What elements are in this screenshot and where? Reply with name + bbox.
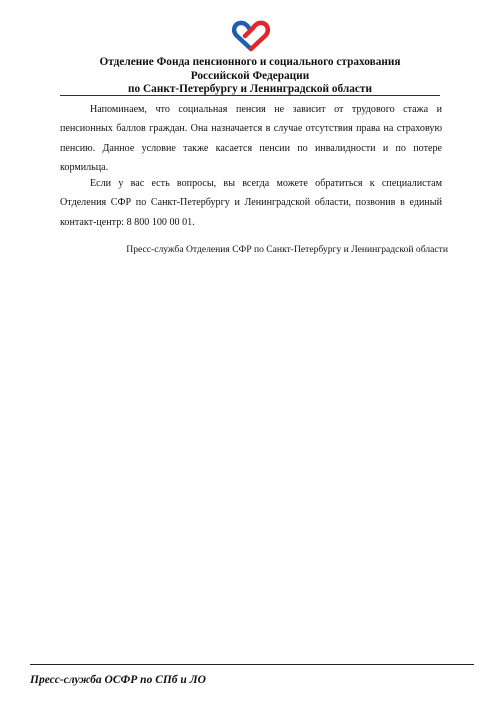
header-line-2: Российской Федерации: [190, 69, 310, 82]
body-paragraph-1: Напоминаем, что социальная пенсия не зависит от трудового стажа и пенсионных баллов граждан. Она назначается в случае отсутствия права на страховую пенсию. Данное условие также касается пенсии по инвалидности и по потере кормильца.: [60, 104, 442, 173]
logo-blue-stroke: [234, 23, 251, 49]
press-service-signature: Пресс-служба Отделения СФР по Санкт-Петербургу и Ленинградской области: [126, 244, 448, 255]
header-line-1: Отделение Фонда пенсионного и социального страхования: [99, 56, 401, 68]
footer-divider: [30, 664, 474, 665]
header-line-3: по Санкт-Петербургу и Ленинградской области: [128, 83, 372, 95]
footer-text: Пресс-служба ОСФР по СПб и ЛО: [30, 674, 206, 686]
organization-header: [60, 56, 440, 97]
sfr-heart-logo-icon: [231, 20, 271, 52]
body-paragraph-2: Если у вас есть вопросы, вы всегда можете обратиться к специалистам Отделения СФР по Санкт-Петербургу и Ленинградской области, позвонив в единый контакт-центр: 8 800 100 00 01.: [60, 178, 442, 228]
header-divider: [60, 95, 440, 96]
